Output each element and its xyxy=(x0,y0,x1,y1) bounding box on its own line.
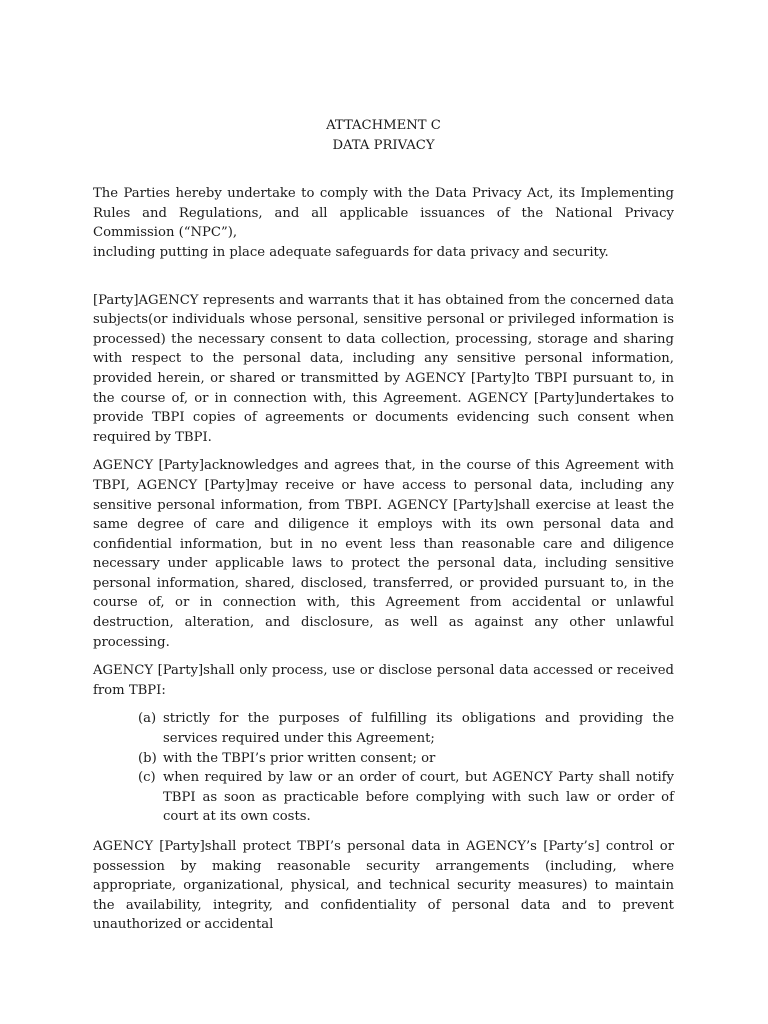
list-item-text: with the TBPI’s prior written consent; or xyxy=(163,750,436,766)
processing-conditions-list xyxy=(93,709,674,827)
section-title: DATA PRIVACY xyxy=(332,137,435,153)
paragraph-consent-warranty: [Party]AGENCY represents and warrants that it has obtained from the concerned data subjects(or individuals whose personal, sensitive personal or privileged information is processed) the necessary consent to data collection, processing, storage and sharing with respect to the personal data, including any sensitive personal information, provided herein, or shared or transmitted by AGENCY [Party]to TBPI pursuant to, in the course of, or in connection with, this Agreement. AGENCY [Party]undertakes to provide TBPI copies of agreements or documents evidencing such consent when required by TBPI. xyxy=(93,292,674,445)
list-marker: (a) xyxy=(138,711,157,727)
list-item-text: when required by law or an order of court, but AGENCY Party shall notify TBPI as soon as practicable before complying with such law or order of court at its own costs. xyxy=(163,770,674,825)
paragraph-processing-limits: AGENCY [Party]shall only process, use or disclose personal data accessed or received from TBPI: xyxy=(93,663,674,698)
paragraph-compliance xyxy=(93,184,674,262)
list-item xyxy=(93,749,674,769)
list-item-text: strictly for the purposes of fulfilling its obligations and providing the services required under this Agreement; xyxy=(163,711,674,747)
list-item xyxy=(93,768,674,827)
attachment-title: ATTACHMENT C xyxy=(326,118,441,133)
paragraph-compliance-continuation: including putting in place adequate safeguards for data privacy and security. xyxy=(93,244,609,260)
document-page xyxy=(93,116,674,935)
paragraph-acknowledgement: AGENCY [Party]acknowledges and agrees that, in the course of this Agreement with TBPI, AGENCY [Party]may receive or have access to personal data, including any sensitive personal information, from TBPI. AGENCY [Party]shall exercise at least the same degree of care and diligence it employs with its own personal data and confidential information, but in no event less than reasonable care and diligence necessary under applicable laws to protect the personal data, including sensitive personal information, shared, disclosed, transferred, or provided pursuant to, in the course of, or in connection with, this Agreement from accidental or unlawful destruction, alteration, and disclosure, as well as against any other unlawful processing. xyxy=(93,458,674,650)
list-marker: (c) xyxy=(138,770,156,786)
list-item xyxy=(93,709,674,748)
paragraph-compliance-text: The Parties hereby undertake to comply with the Data Privacy Act, its Implementing Rules and Regulations, and all applicable issuances of the National Privacy Commission (“NPC”), xyxy=(93,186,674,241)
list-marker: (b) xyxy=(138,750,157,766)
paragraph-security-arrangements: AGENCY [Party]shall protect TBPI’s personal data in AGENCY’s [Party’s] control or possession by making reasonable security arrangements (including, where appropriate, organizational, physical, and technical security measures) to maintain the availability, integrity, and confidentiality of personal data and to prevent unauthorized or accidental xyxy=(93,839,674,933)
